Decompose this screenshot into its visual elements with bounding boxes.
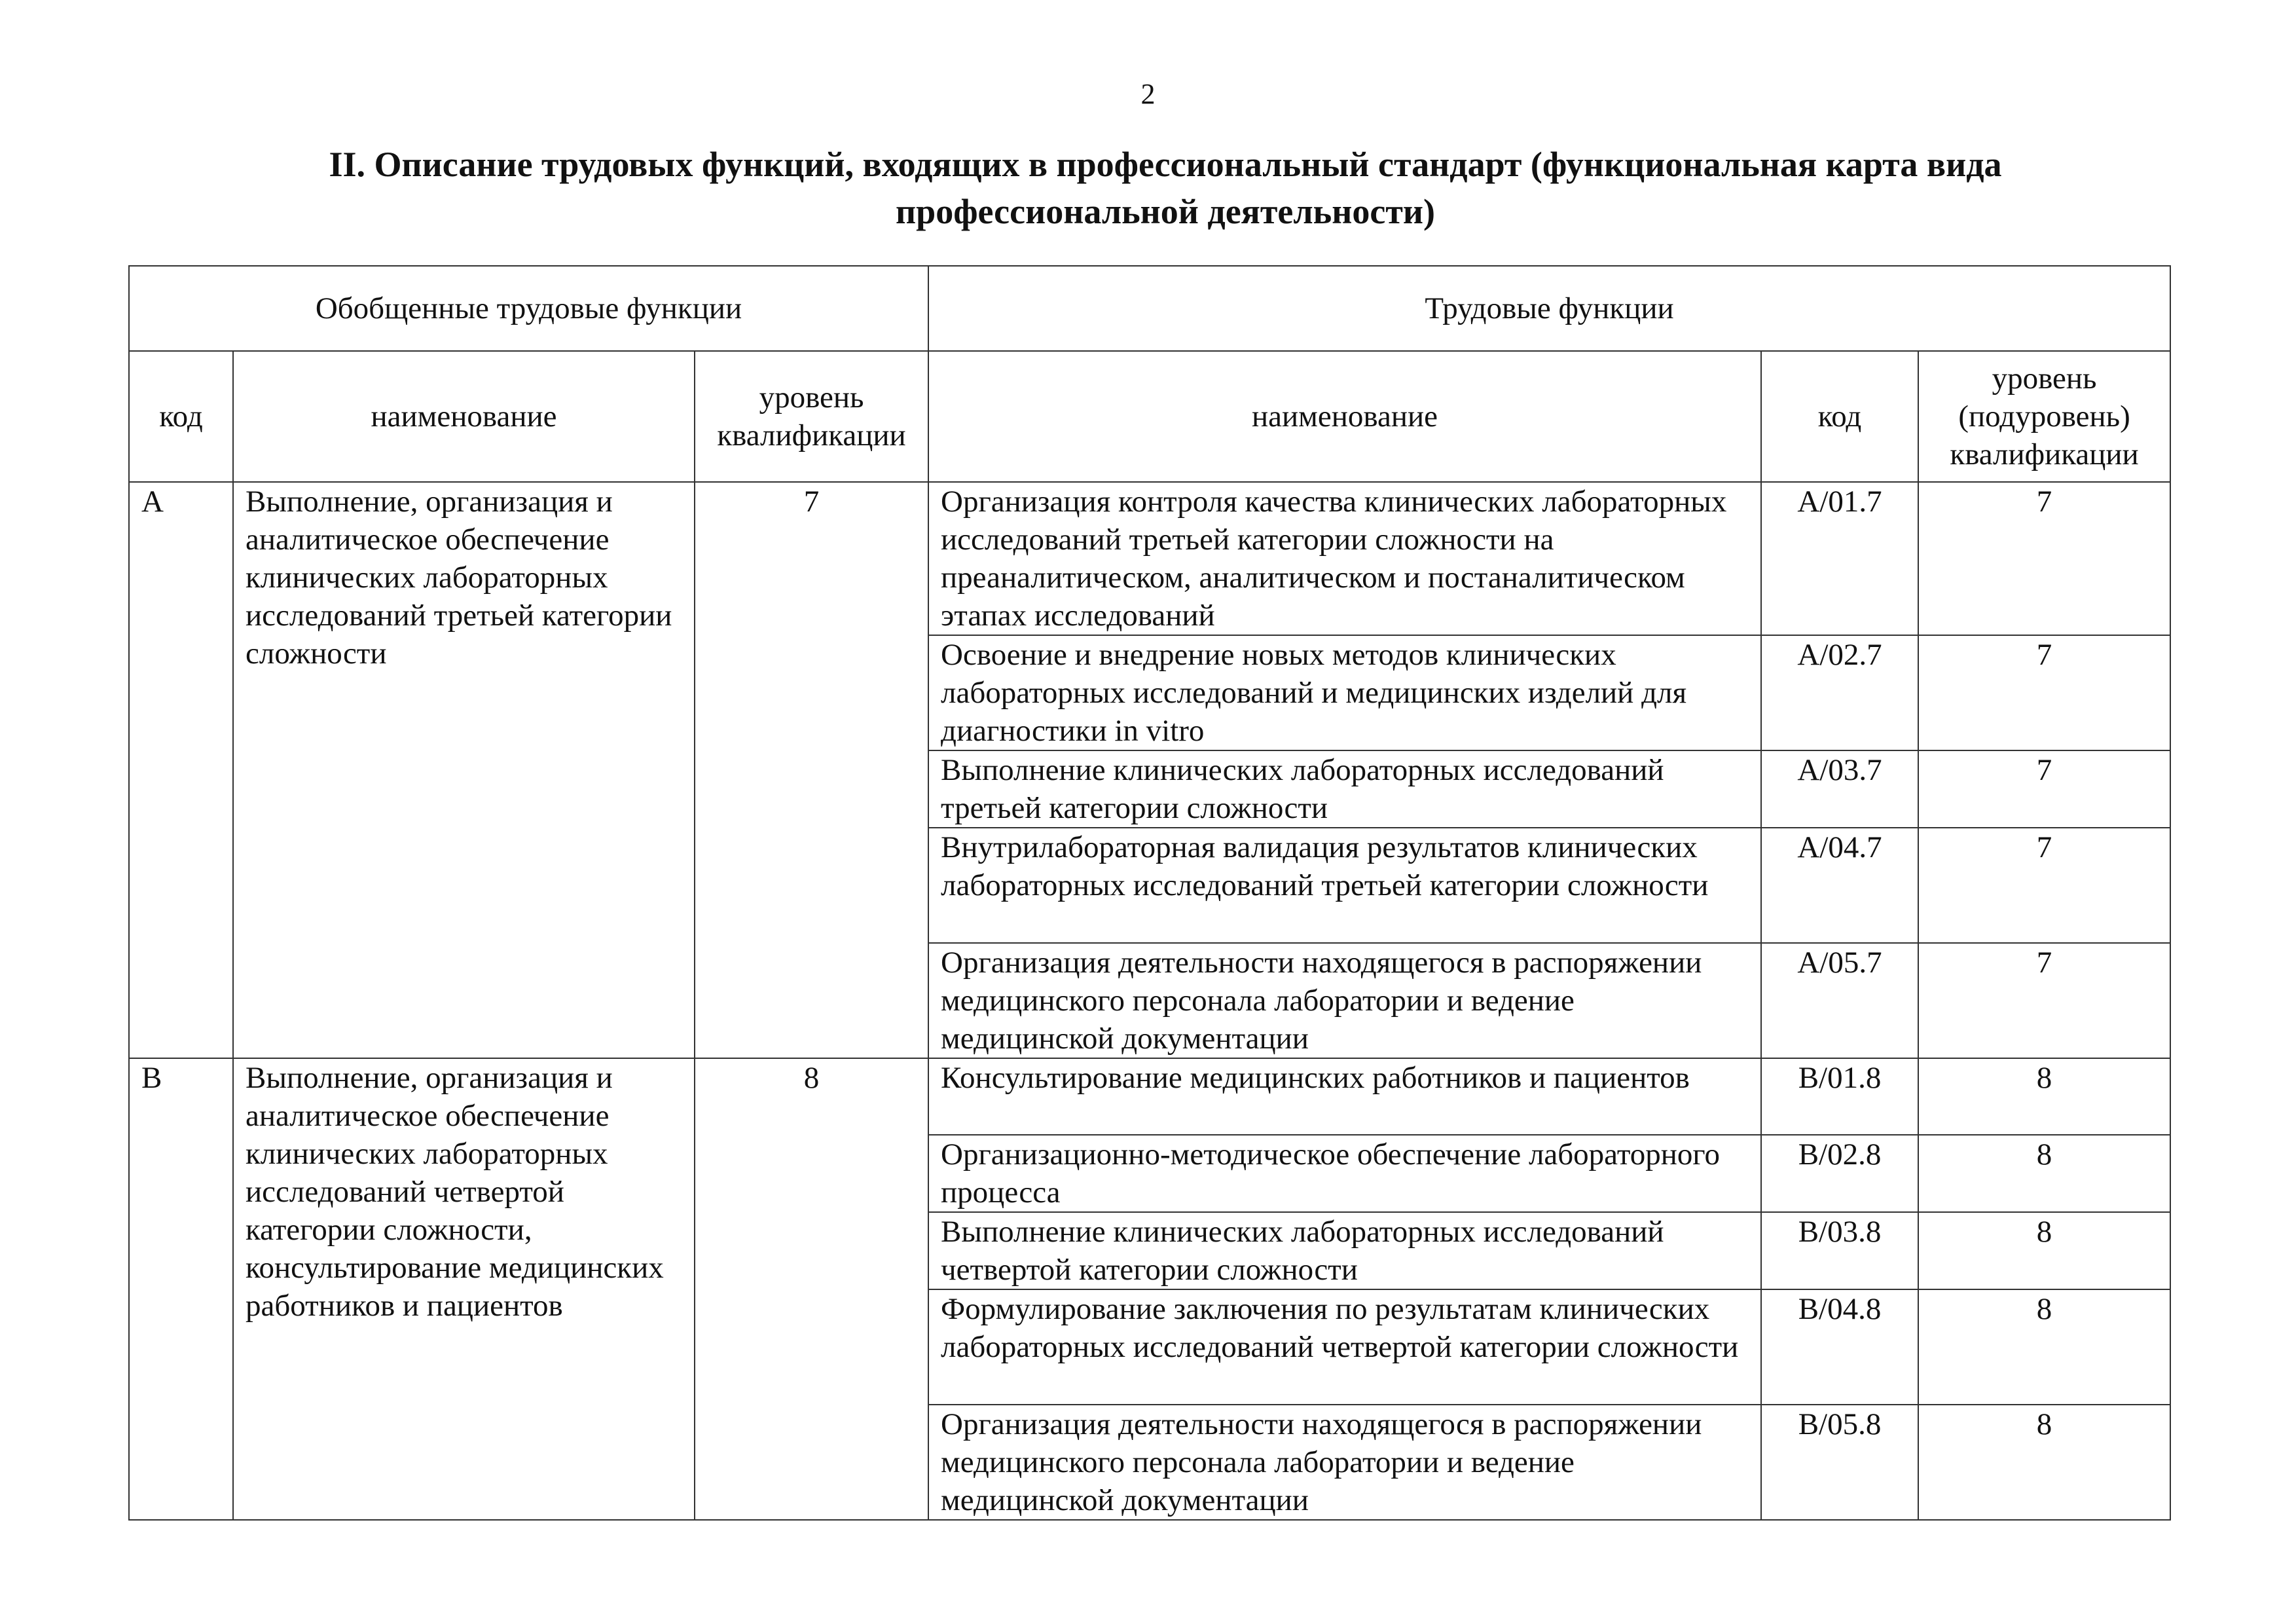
function-level: 7	[1918, 828, 2170, 943]
group-code: B	[129, 1058, 233, 1520]
function-level: 7	[1918, 635, 2170, 750]
function-name: Организация деятельности находящегося в распоряжении медицинского персонала лаборатории и ведение медицинской документации	[928, 1405, 1761, 1520]
group-header-row	[129, 266, 2170, 351]
function-name: Внутрилабораторная валидация результатов клинических лабораторных исследований третьей категории сложности	[928, 828, 1761, 943]
function-level: 8	[1918, 1212, 2170, 1289]
labor-functions-header: Трудовые функции	[928, 266, 2170, 351]
function-level: 7	[1918, 750, 2170, 828]
function-code: B/04.8	[1761, 1289, 1918, 1405]
table-row	[129, 482, 2170, 635]
functional-map-table	[128, 265, 2171, 1521]
function-code: A/01.7	[1761, 482, 1918, 635]
function-level-header: уровень (подуровень) квалификации	[1918, 351, 2170, 482]
function-level: 8	[1918, 1405, 2170, 1520]
table-row	[129, 1058, 2170, 1135]
function-code: B/03.8	[1761, 1212, 1918, 1289]
function-code: A/03.7	[1761, 750, 1918, 828]
group-level: 7	[695, 482, 928, 1058]
function-name: Организация контроля качества клинических лабораторных исследований третьей категории сложности на преаналитическом, аналитическом и постаналитическом этапах исследований	[928, 482, 1761, 635]
section-heading: II. Описание трудовых функций, входящих в профессиональный стандарт (функциональная карта вида профессиональной деятельности)	[329, 145, 2002, 231]
code-header: код	[129, 351, 233, 482]
name-header: наименование	[233, 351, 695, 482]
function-name-header: наименование	[928, 351, 1761, 482]
function-level: 7	[1918, 943, 2170, 1058]
page-number: 2	[1140, 78, 1156, 110]
group-level: 8	[695, 1058, 928, 1520]
function-code: B/02.8	[1761, 1135, 1918, 1212]
level-header: уровень квалификации	[695, 351, 928, 482]
function-code-header: код	[1761, 351, 1918, 482]
function-level: 8	[1918, 1058, 2170, 1135]
function-code: A/05.7	[1761, 943, 1918, 1058]
function-name: Выполнение клинических лабораторных исследований четвертой категории сложности	[928, 1212, 1761, 1289]
function-name: Организация деятельности находящегося в распоряжении медицинского персонала лаборатории и ведение медицинской документации	[928, 943, 1761, 1058]
function-name: Консультирование медицинских работников и пациентов	[928, 1058, 1761, 1135]
function-name: Организационно-методическое обеспечение лабораторного процесса	[928, 1135, 1761, 1212]
function-name: Выполнение клинических лабораторных исследований третьей категории сложности	[928, 750, 1761, 828]
group-code: A	[129, 482, 233, 1058]
function-level: 8	[1918, 1289, 2170, 1405]
function-name: Формулирование заключения по результатам клинических лабораторных исследований четвертой категории сложности	[928, 1289, 1761, 1405]
function-name: Освоение и внедрение новых методов клинических лабораторных исследований и медицинских изделий для диагностики in vitro	[928, 635, 1761, 750]
function-level: 8	[1918, 1135, 2170, 1212]
function-code: B/05.8	[1761, 1405, 1918, 1520]
function-code: A/02.7	[1761, 635, 1918, 750]
function-level: 7	[1918, 482, 2170, 635]
group-name: Выполнение, организация и аналитическое обеспечение клинических лабораторных исследований третьей категории сложности	[233, 482, 695, 1058]
function-code: A/04.7	[1761, 828, 1918, 943]
generalized-functions-header: Обобщенные трудовые функции	[129, 266, 928, 351]
group-name: Выполнение, организация и аналитическое обеспечение клинических лабораторных исследований четвертой категории сложности, консультирование медицинских работников и пациентов	[233, 1058, 695, 1520]
function-code: B/01.8	[1761, 1058, 1918, 1135]
column-header-row	[129, 351, 2170, 482]
